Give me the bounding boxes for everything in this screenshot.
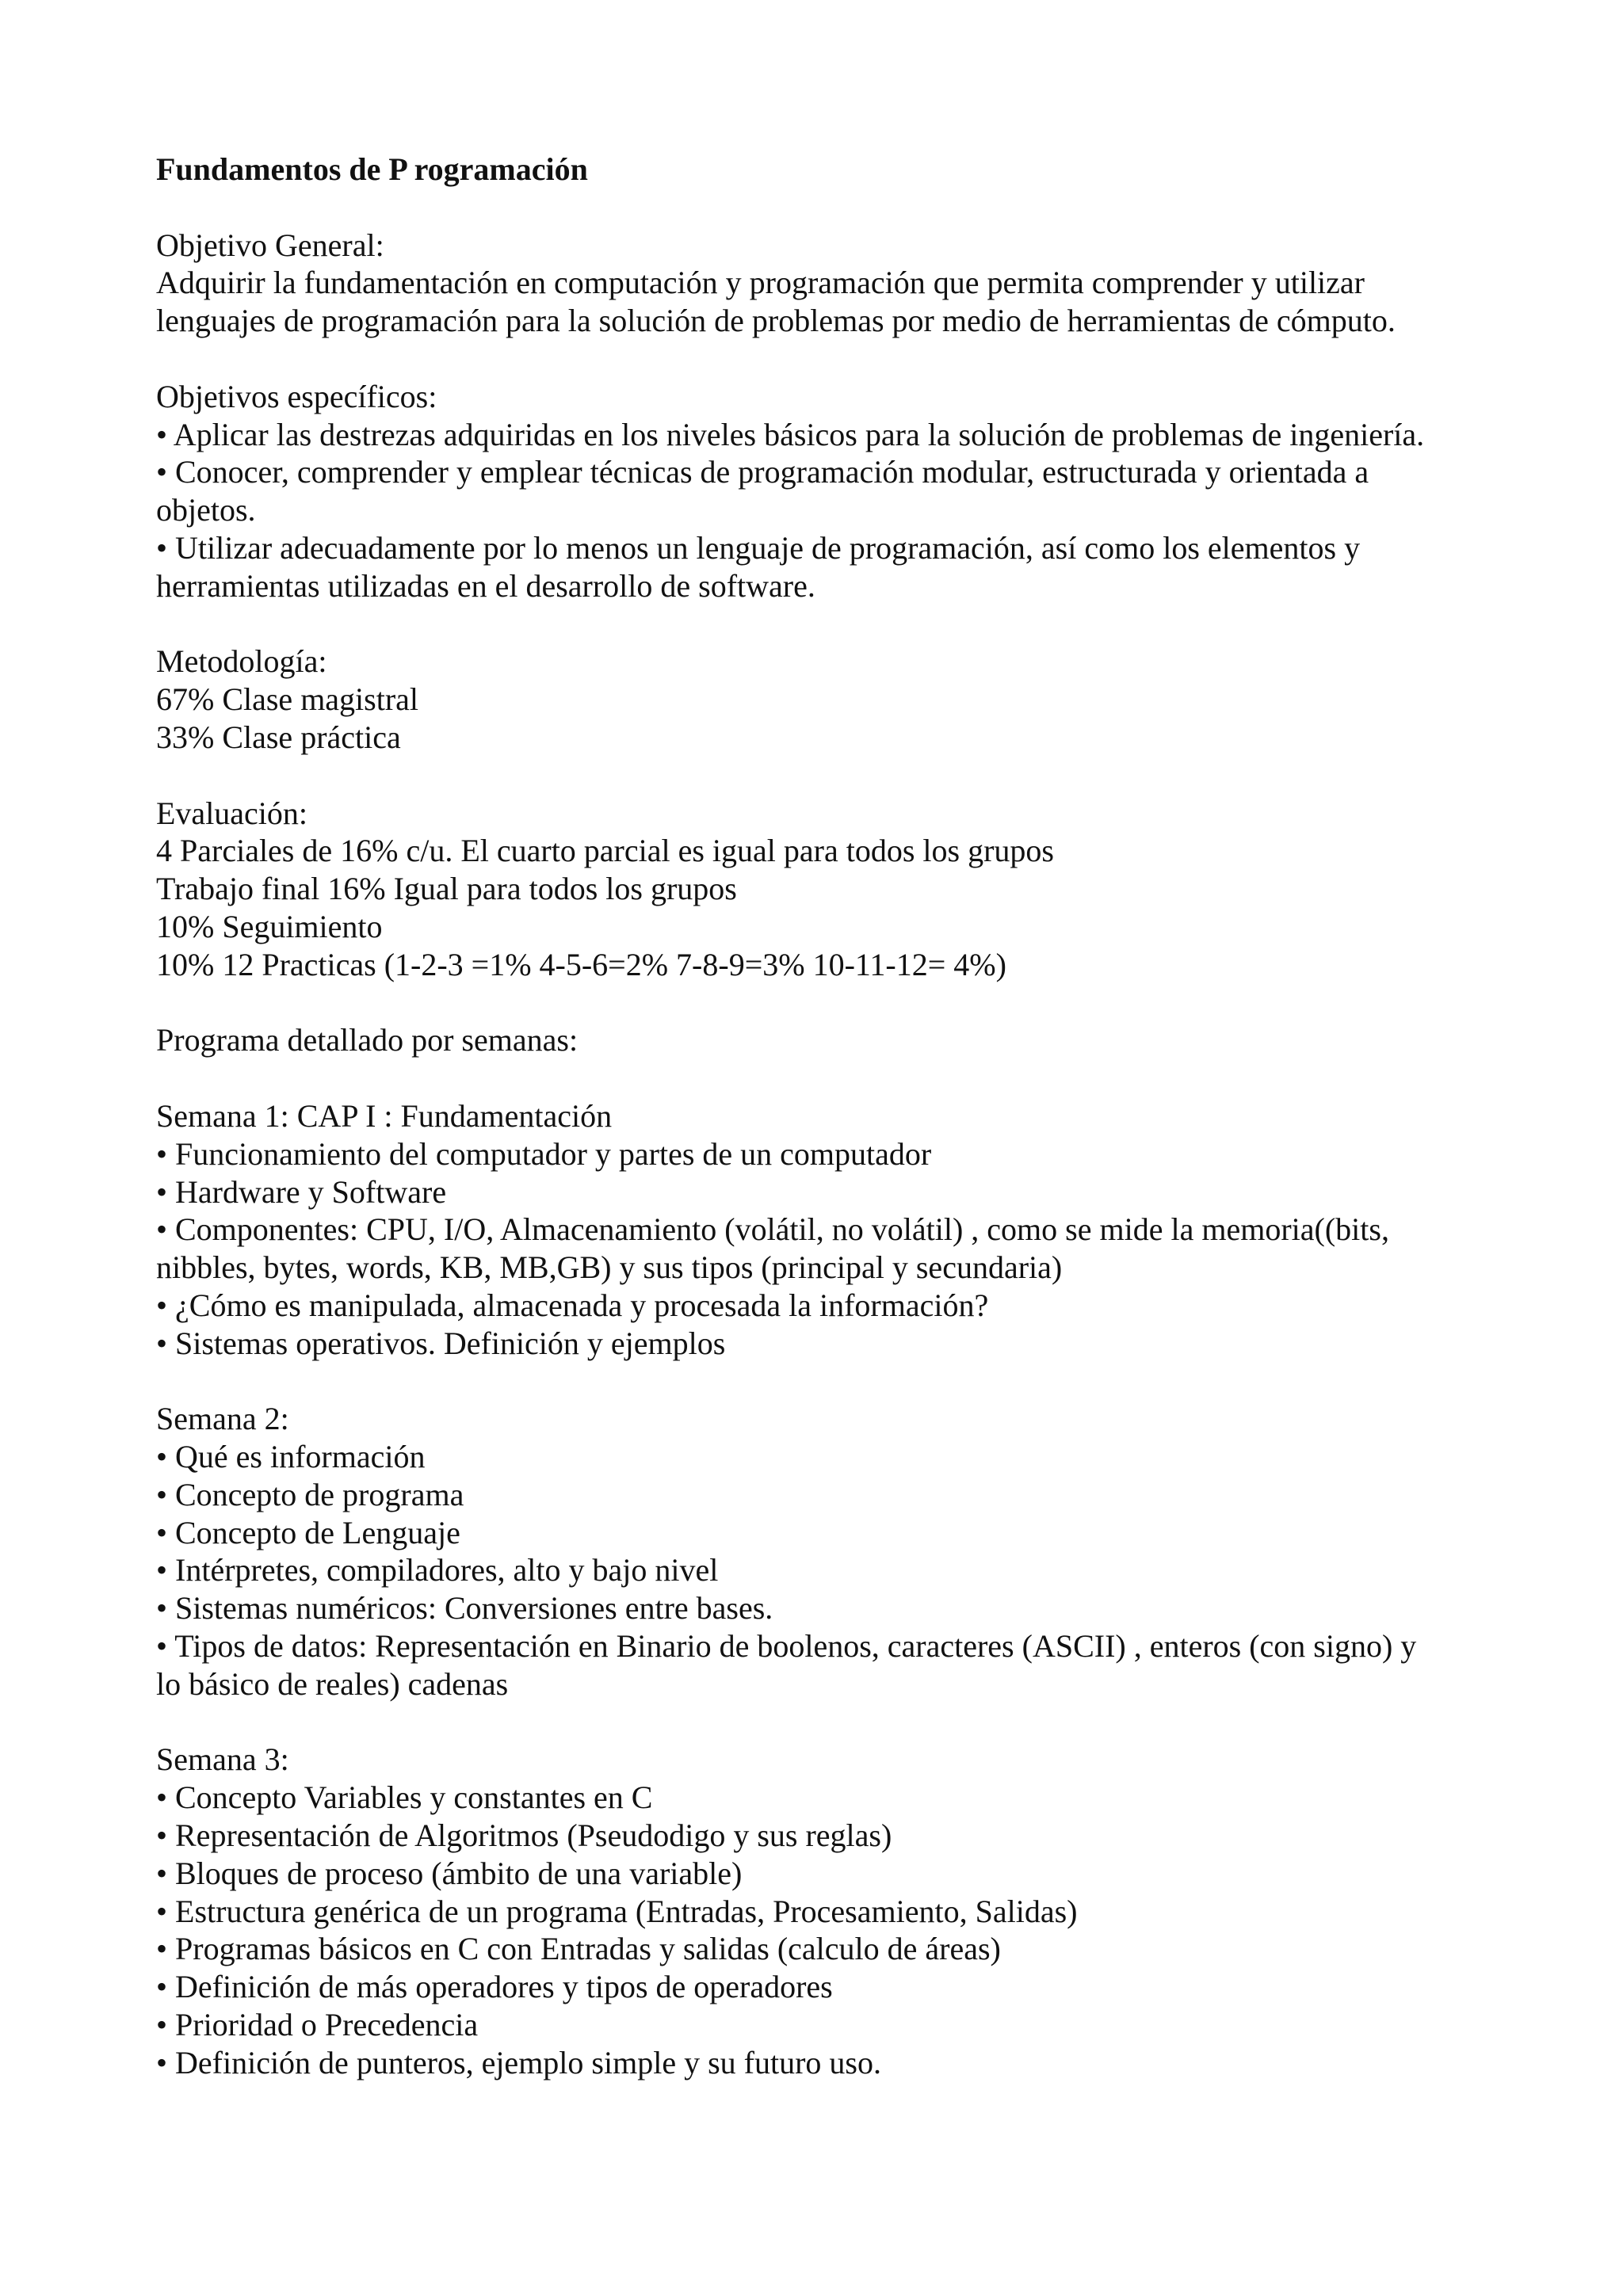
document-body [156,227,1503,2082]
section-heading: Semana 2: [156,1401,289,1437]
section-line: 10% 12 Practicas (1-2-3 =1% 4-5-6=2% 7-8-9=3% 10-11-12= 4%) [156,946,1006,982]
section-heading: Objetivo General: [156,227,384,263]
document-section [156,378,1503,605]
section-heading: Semana 3: [156,1741,289,1778]
section-line: Adquirir la fundamentación en computación y programación que permita comprender y utilizar [156,265,1365,301]
document-section [156,795,1503,984]
section-line: 4 Parciales de 16% c/u. El cuarto parcial es igual para todos los grupos [156,833,1054,869]
section-heading: Programa detallado por semanas: [156,1022,579,1058]
section-line: lenguajes de programación para la solución de problemas por medio de herramientas de cómputo. [156,303,1396,339]
section-line: • Utilizar adecuadamente por lo menos un lenguaje de programación, así como los elementos y [156,529,1361,566]
section-line: herramientas utilizadas en el desarrollo de software. [156,567,815,604]
section-line: • Concepto de programa [156,1476,464,1512]
section-line: • Funcionamiento del computador y partes de un computador [156,1135,932,1172]
section-line: • Representación de Algoritmos (Pseudodigo y sus reglas) [156,1817,892,1854]
section-line: • Conocer, comprender y emplear técnicas de programación modular, estructurada y orientada a [156,454,1369,490]
section-line: lo básico de reales) cadenas [156,1665,509,1702]
section-line: • Prioridad o Precedencia [156,2007,479,2043]
document-page [156,151,1503,2082]
section-line: • Sistemas numéricos: Conversiones entre bases. [156,1590,773,1627]
document-title: Fundamentos de P rogramación [156,151,588,187]
section-line: nibbles, bytes, words, KB, MB,GB) y sus tipos (principal y secundaria) [156,1249,1063,1286]
section-heading: Metodología: [156,643,327,680]
section-line: • Tipos de datos: Representación en Binario de boolenos, caracteres (ASCII) , enteros (con signo) y [156,1628,1417,1665]
section-line: • Definición de punteros, ejemplo simple y su futuro uso. [156,2044,881,2081]
section-line: • Concepto de Lenguaje [156,1514,460,1550]
document-section [156,1741,1503,2081]
document-section [156,643,1503,756]
section-line: 10% Seguimiento [156,908,383,944]
section-line: objetos. [156,492,256,528]
section-heading: Evaluación: [156,795,308,831]
document-section [156,1021,1503,1059]
section-line: 67% Clase magistral [156,681,419,718]
section-line: • Concepto Variables y constantes en C [156,1779,653,1816]
section-line: 33% Clase práctica [156,719,401,755]
section-line: • Aplicar las destrezas adquiridas en los niveles básicos para la solución de problemas de ingeniería. [156,416,1425,452]
section-heading: Semana 1: CAP I : Fundamentación [156,1097,613,1134]
document-section [156,1097,1503,1363]
section-line: • Sistemas operativos. Definición y ejemplos [156,1325,726,1361]
section-line: • Qué es información [156,1439,426,1475]
section-line: • Programas básicos en C con Entradas y salidas (calculo de áreas) [156,1931,1001,1967]
section-line: • Bloques de proceso (ámbito de una variable) [156,1855,743,1891]
section-line: Trabajo final 16% Igual para todos los grupos [156,871,737,907]
section-line: • Componentes: CPU, I/O, Almacenamiento (volátil, no volátil) , como se mide la memoria((bits, [156,1211,1389,1248]
section-line: • Intérpretes, compiladores, alto y bajo nivel [156,1552,719,1589]
document-section [156,1400,1503,1703]
section-line: • ¿Cómo es manipulada, almacenada y procesada la información? [156,1287,989,1323]
section-line: • Definición de más operadores y tipos de operadores [156,1969,833,2005]
section-line: • Estructura genérica de un programa (Entradas, Procesamiento, Salidas) [156,1893,1078,1929]
section-heading: Objetivos específicos: [156,378,437,414]
document-section [156,227,1503,340]
section-line: • Hardware y Software [156,1173,447,1210]
